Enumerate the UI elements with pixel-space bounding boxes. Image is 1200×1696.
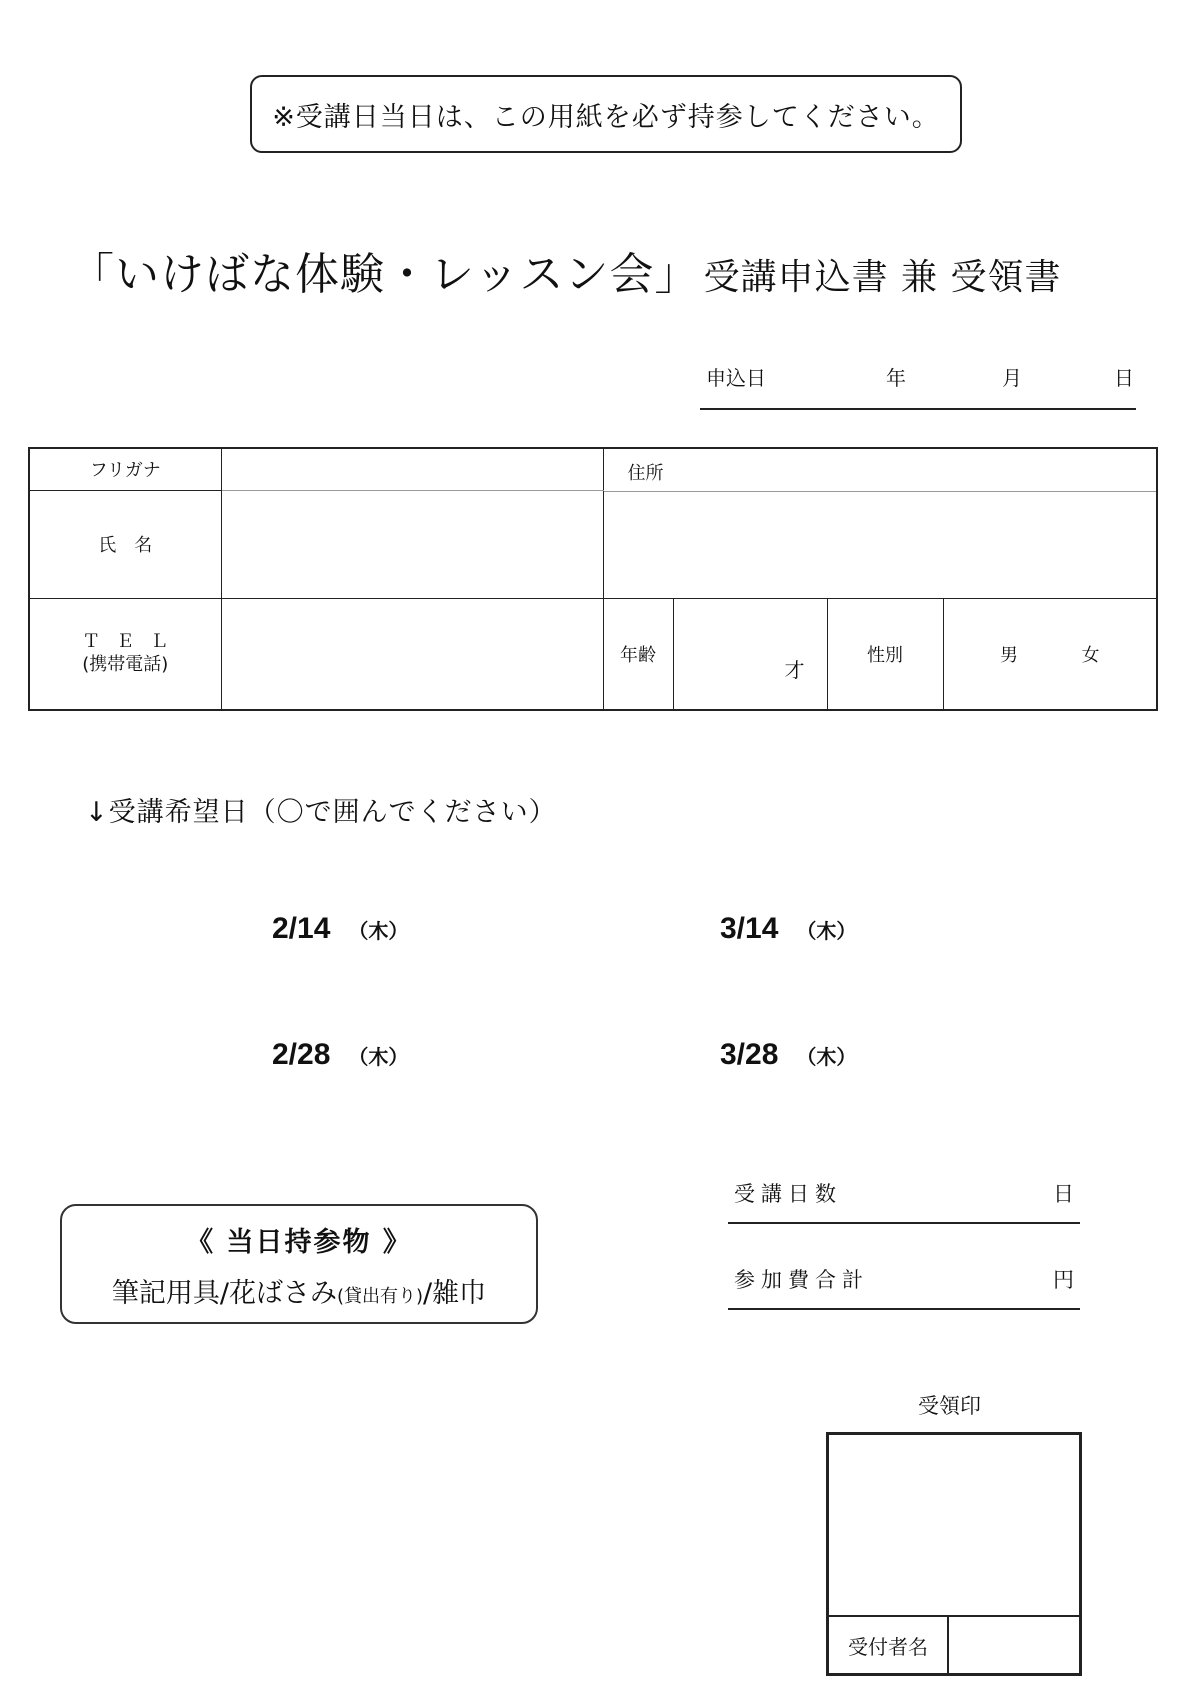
date-value: 3/14 [720,912,779,945]
date-value: 2/28 [272,1038,331,1071]
date-option[interactable] [720,912,856,946]
bring-item-1: 筆記用具/花ばさみ [111,1278,337,1309]
date-weekday: （木） [348,921,409,943]
total-fee-unit: 円 [1053,1268,1074,1292]
date-weekday: （木） [348,1047,409,1069]
title-main: 「いけばな体験・レッスン会」 [70,249,700,300]
tel-note: (携帯電話) [82,653,169,675]
bring-item-note: (貸出有り) [336,1286,424,1307]
name-label: 氏 名 [29,490,221,598]
items-to-bring-box [60,1204,538,1324]
furigana-input[interactable] [221,448,603,490]
gender-options[interactable] [943,598,1157,710]
address-header [604,449,1157,492]
date-weekday: （木） [796,1047,857,1069]
age-unit: 才 [784,658,805,682]
application-date-field[interactable] [700,362,1136,410]
applicant-info-table [28,447,1158,711]
name-input[interactable] [221,490,603,598]
date-option[interactable] [720,1038,856,1072]
furigana-label: フリガナ [29,448,221,490]
items-to-bring-list [62,1271,536,1310]
page-title [70,238,1150,302]
receipt-stamp-label: 受領印 [918,1394,981,1418]
gender-male[interactable]: 男 [1000,644,1019,666]
receiver-name-label: 受付者名 [829,1617,949,1673]
address-input[interactable] [603,448,1157,598]
notice-text: ※受講日当日は、この用紙を必ず持参してください。 [272,101,940,133]
date-option[interactable] [272,912,408,946]
application-date-label: 申込日 [706,366,766,390]
date-value: 3/28 [720,1038,779,1071]
address-label: 住所 [627,463,664,484]
gender-female[interactable]: 女 [1081,644,1100,666]
year-label: 年 [886,366,906,390]
items-to-bring-title: 《 当日持参物 》 [186,1227,412,1258]
total-fee-field[interactable] [728,1258,1080,1310]
attendance-days-unit: 日 [1053,1182,1074,1206]
gender-label: 性別 [827,598,943,710]
date-weekday: （木） [796,921,857,943]
notice-box [250,75,962,153]
receiver-row [829,1615,1079,1673]
tel-label-cell [29,598,221,710]
tel-label: ＴＥＬ [82,631,185,653]
attendance-days-field[interactable] [728,1172,1080,1224]
title-sub: 受講申込書 兼 受領書 [703,257,1062,298]
tel-input[interactable] [221,598,603,710]
receipt-stamp-box[interactable] [826,1432,1082,1676]
age-label: 年齢 [603,598,673,710]
month-label: 月 [1002,366,1022,390]
day-label: 日 [1114,366,1134,390]
total-fee-label: 参加費合計 [734,1268,869,1292]
date-value: 2/14 [272,912,331,945]
date-instruction: ↓受講希望日（〇で囲んでください） [85,797,557,828]
date-option[interactable] [272,1038,408,1072]
age-input[interactable] [673,598,827,710]
attendance-days-label: 受講日数 [734,1182,842,1206]
bring-item-2: /雑巾 [423,1278,487,1309]
